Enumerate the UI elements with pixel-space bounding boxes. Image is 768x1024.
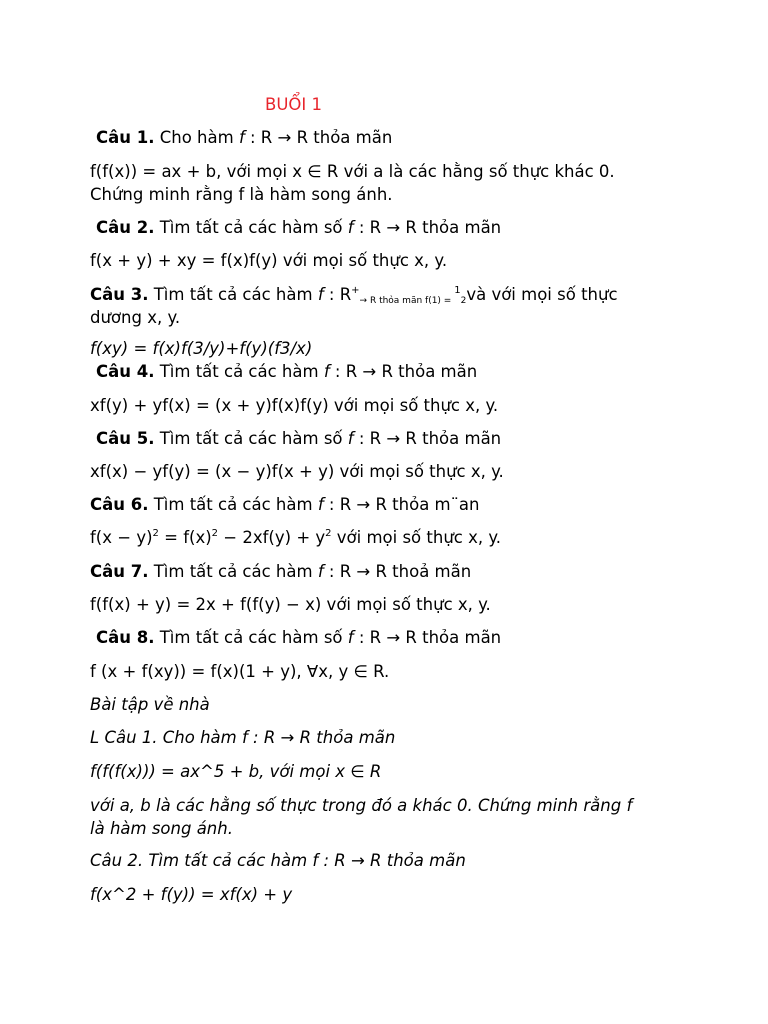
- q2-label: Câu 2.: [96, 218, 155, 237]
- q4-label: Câu 4.: [96, 362, 155, 381]
- q7-label: Câu 7.: [90, 562, 149, 581]
- homework-line-3: với a, b là các hằng số thực trong đó a khác 0. Chứng minh rằng f: [90, 796, 633, 815]
- q5-map: : R → R thỏa mãn: [353, 429, 502, 448]
- q3-tiny: → R thỏa mãn f(1) =: [359, 296, 455, 306]
- q6-sq1: 2: [152, 528, 159, 539]
- q6-header: [90, 494, 479, 515]
- q6-equation: [90, 527, 501, 548]
- q1-equation: f(f(x)) = ax + b, với mọi x ∈ R với a là các hằng số thực khác 0.: [90, 162, 615, 181]
- q7-equation: f(f(x) + y) = 2x + f(f(y) − x) với mọi số thực x, y.: [90, 595, 491, 614]
- homework-line-1: L Câu 1. Cho hàm f : R → R thỏa mãn: [90, 728, 396, 747]
- q6-tail: : R → R thỏa m¨an: [323, 495, 480, 514]
- q6-sq3: 2: [325, 528, 332, 539]
- homework-heading: Bài tập về nhà: [90, 695, 210, 714]
- q2-header: [96, 217, 501, 238]
- q3-f: f: [317, 285, 324, 304]
- homework-line-2: f(f(f(x))) = ax^5 + b, với mọi x ∈ R: [90, 762, 382, 781]
- q7-tail: : R → R thoả mãn: [323, 562, 472, 581]
- q8-map: : R → R thỏa mãn: [353, 628, 502, 647]
- q4-f: f: [323, 362, 330, 381]
- q7-f: f: [317, 562, 324, 581]
- q1-stmt: Cho hàm: [154, 128, 239, 147]
- q1-conclusion: Chứng minh rằng f là hàm song ánh.: [90, 185, 393, 204]
- q6-stmt: Tìm tất cả các hàm: [148, 495, 318, 514]
- q3-stmt: Tìm tất cả các hàm: [148, 285, 318, 304]
- q5-equation: xf(x) − yf(y) = (x − y)f(x + y) với mọi số thực x, y.: [90, 462, 504, 481]
- q2-equation: f(x + y) + xy = f(x)f(y) với mọi số thực x, y.: [90, 251, 448, 270]
- q3-sup1: 1: [454, 285, 461, 296]
- q6-f: f: [317, 495, 324, 514]
- q5-stmt: Tìm tất cả các hàm số: [154, 429, 348, 448]
- q1-header: [96, 127, 392, 148]
- q3-equation: f(xy) = f(x)f(3/y)+f(y)(f3/x): [90, 339, 313, 358]
- q4-equation: xf(y) + yf(x) = (x + y)f(x)f(y) với mọi số thực x, y.: [90, 396, 499, 415]
- q8-equation: f (x + f(xy)) = f(x)(1 + y), ∀x, y ∈ R.: [90, 662, 390, 681]
- q2-stmt: Tìm tất cả các hàm số: [154, 218, 348, 237]
- q7-stmt: Tìm tất cả các hàm: [148, 562, 318, 581]
- q7-header: [90, 561, 471, 582]
- q1-map: : R → R thỏa mãn: [244, 128, 393, 147]
- q6-sq2: 2: [211, 528, 219, 539]
- q3-label: Câu 3.: [90, 285, 149, 304]
- q6-eq-a: f(x − y): [90, 528, 153, 547]
- q6-eq-c: − 2xf(y) + y: [218, 528, 326, 547]
- q3-sub2: 2: [460, 296, 467, 306]
- q6-eq-d: với mọi số thực x, y.: [331, 528, 502, 547]
- homework-line-5: Câu 2. Tìm tất cả các hàm f : R → R thỏa mãn: [90, 851, 466, 870]
- q3-domain: : R: [323, 285, 352, 304]
- q1-label: Câu 1.: [96, 128, 155, 147]
- q1-f: f: [238, 128, 245, 147]
- q6-label: Câu 6.: [90, 495, 149, 514]
- q5-label: Câu 5.: [96, 429, 155, 448]
- q5-header: [96, 428, 501, 449]
- q8-f: f: [347, 628, 354, 647]
- q2-map: : R → R thỏa mãn: [353, 218, 502, 237]
- q3-tail: và với mọi số thực: [466, 285, 618, 304]
- q3-line2: dương x, y.: [90, 308, 181, 327]
- q4-map: : R → R thỏa mãn: [329, 362, 478, 381]
- q3-plus: +: [351, 285, 360, 296]
- q5-f: f: [347, 429, 354, 448]
- q8-stmt: Tìm tất cả các hàm số: [154, 628, 348, 647]
- q8-header: [96, 627, 501, 648]
- q4-header: [96, 361, 477, 382]
- q2-f: f: [347, 218, 354, 237]
- homework-line-4: là hàm song ánh.: [90, 819, 233, 838]
- page-title: BUỔI 1: [265, 95, 322, 114]
- q8-label: Câu 8.: [96, 628, 155, 647]
- q4-stmt: Tìm tất cả các hàm: [154, 362, 324, 381]
- q6-eq-b: = f(x): [158, 528, 212, 547]
- homework-line-6: f(x^2 + f(y)) = xf(x) + y: [90, 885, 293, 904]
